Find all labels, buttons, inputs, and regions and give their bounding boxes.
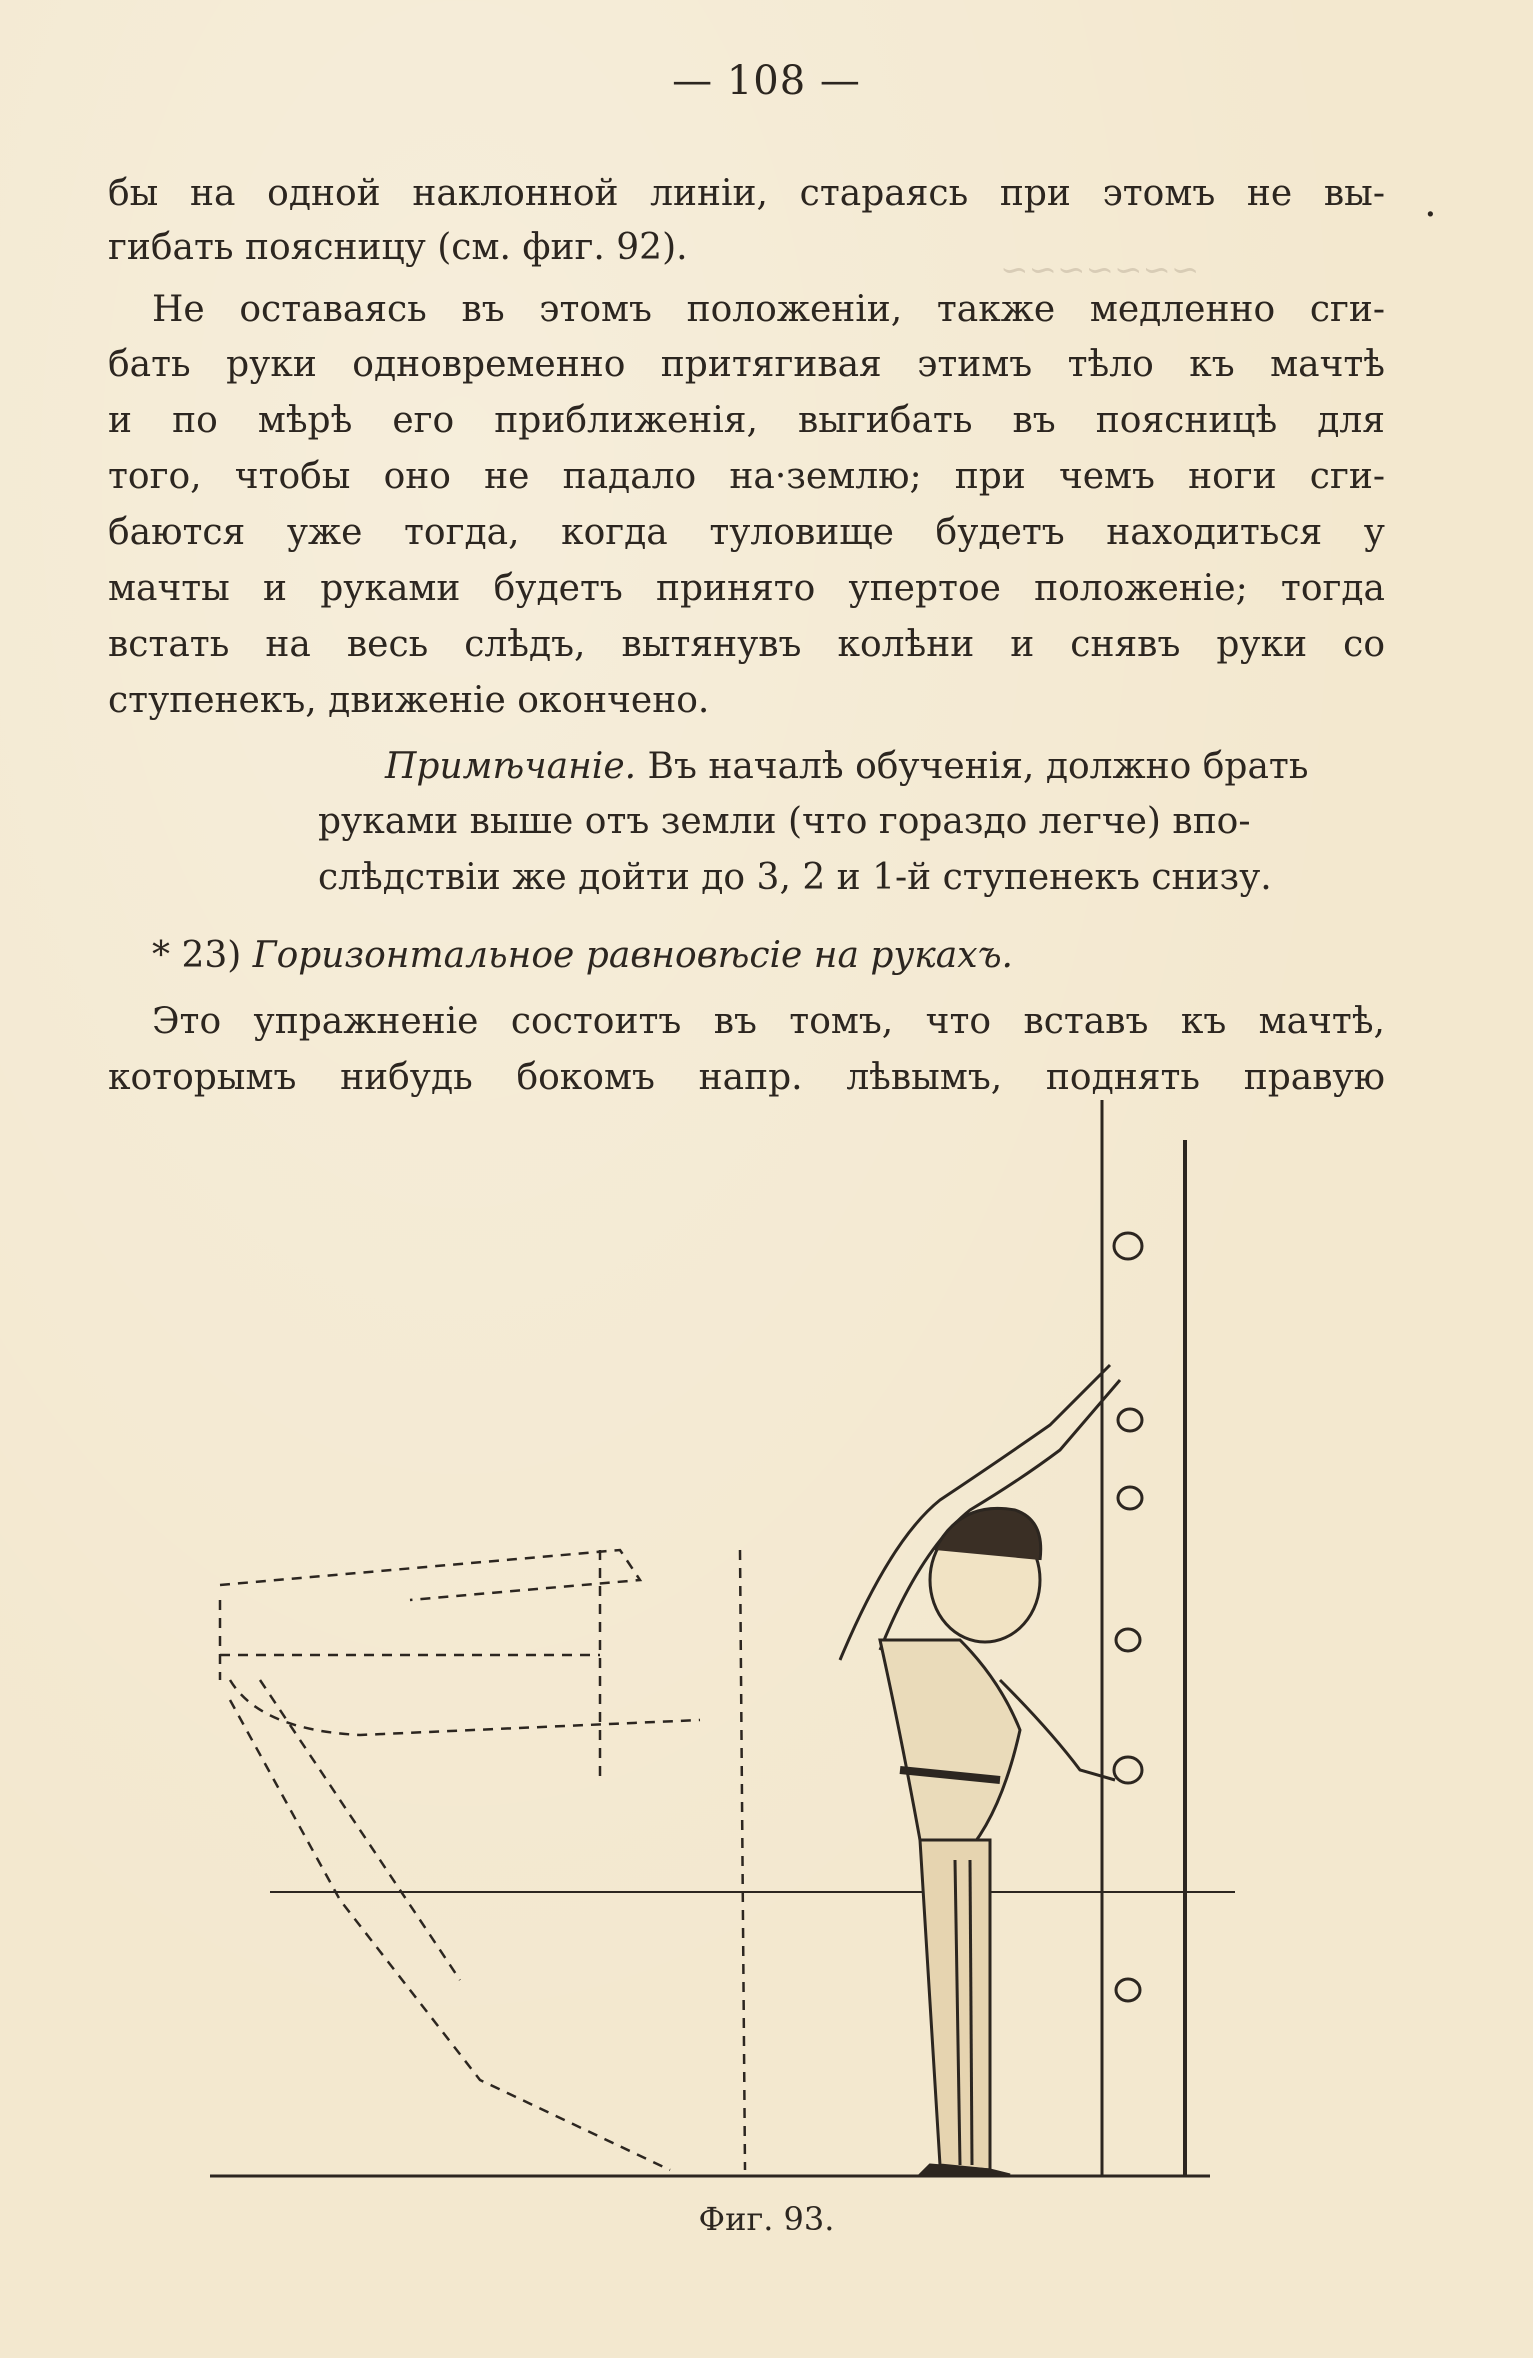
section-number: * 23): [152, 935, 242, 976]
body-line-7: баются уже тогда, когда туловище будетъ находиться у: [108, 512, 1385, 553]
stray-mark: .: [1424, 180, 1437, 226]
body-line-1: бы на одной наклонной линіи, стараясь при этомъ не вы-: [108, 173, 1385, 214]
body-line-4: бать руки одновременно притягивая этимъ тѣло къ мачтѣ: [108, 344, 1385, 385]
body-line-3: Не оставаясь въ этомъ положеніи, также медленно сги-: [152, 289, 1385, 330]
section-heading: [152, 934, 1385, 978]
figure-caption: Фиг. 93.: [698, 2200, 835, 2238]
section-line-2: которымъ нибудь бокомъ напр. лѣвымъ, поднять правую: [108, 1057, 1385, 1098]
body-line-5: и по мѣрѣ его приближенія, выгибать въ поясницѣ для: [108, 400, 1385, 441]
note-line-3: слѣдствіи же дойти до 3, 2 и 1-й ступенекъ снизу.: [318, 857, 1272, 898]
note-line-1: [385, 745, 1385, 789]
mast-rungs: [1114, 1233, 1142, 2001]
gymnast-figure: [840, 1365, 1120, 2175]
figure-93-illustration: [200, 1080, 1250, 2190]
bleed-through-text: ~~~~~~~: [1000, 250, 1200, 290]
body-line-6: того, чтобы оно не падало на·землю; при чемъ ноги сги-: [108, 456, 1385, 497]
section-title: Горизонтальное равновѣсіе на рукахъ.: [252, 935, 1014, 976]
trajectory-dashes: [220, 1550, 745, 2170]
body-line-10: ступенекъ, движеніе окончено.: [108, 680, 710, 721]
note-label: Примѣчаніе.: [385, 746, 637, 787]
note-line-2: руками выше отъ земли (что гораздо легче) впо-: [318, 801, 1251, 842]
note-line-1-text: Въ началѣ обученія, должно брать: [647, 746, 1309, 787]
body-line-9: встать на весь слѣдъ, вытянувъ колѣни и снявъ руки со: [108, 624, 1385, 665]
page-number: — 108 —: [672, 58, 861, 104]
section-line-1: Это упражненіе состоитъ въ томъ, что вставъ къ мачтѣ,: [152, 1001, 1385, 1042]
body-line-2: гибать поясницу (см. фиг. 92).: [108, 227, 688, 268]
body-line-8: мачты и руками будетъ принято упертое положеніе; тогда: [108, 568, 1385, 609]
